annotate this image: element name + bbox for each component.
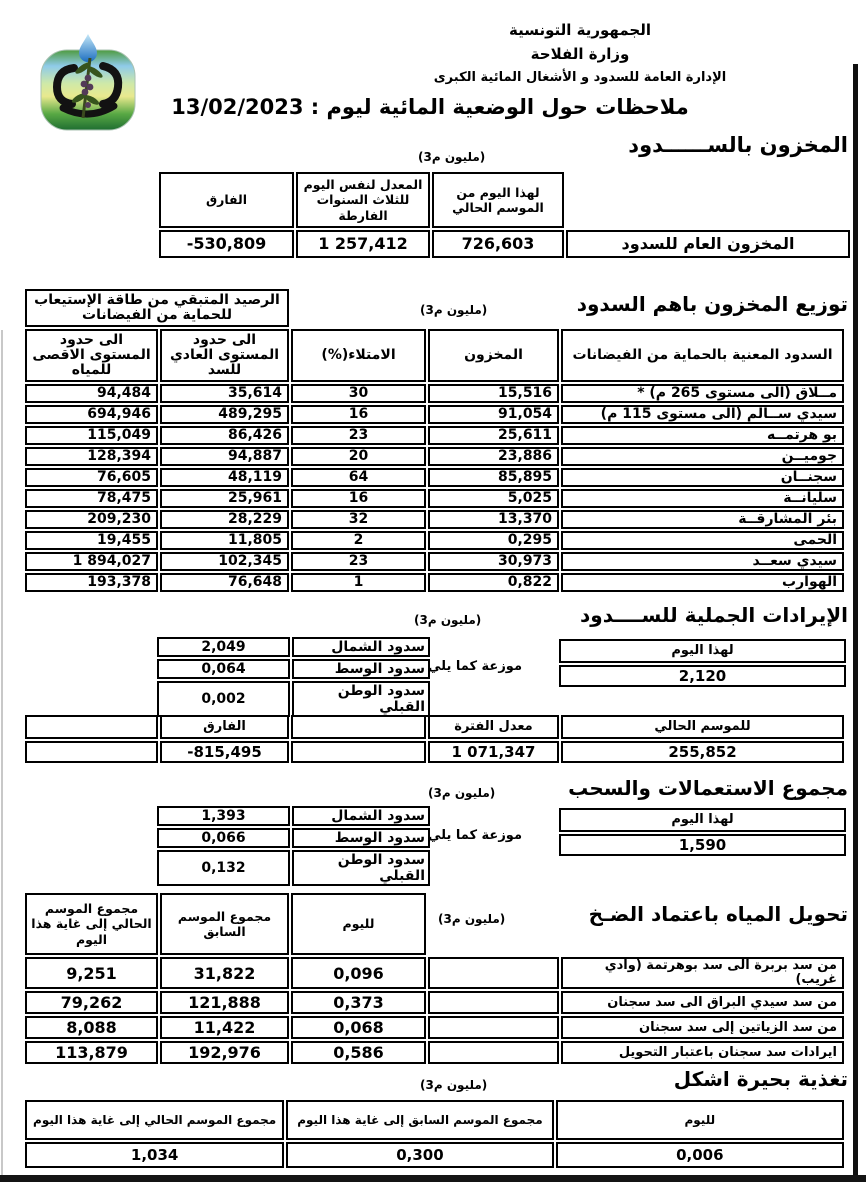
col-header-previous-season: مجموع الموسم السابق: [160, 893, 289, 955]
dam-normal: 102,345: [160, 552, 289, 571]
dam-max: 115,049: [25, 426, 158, 445]
dam-normal: 28,229: [160, 510, 289, 529]
empty-cell: [566, 172, 850, 228]
table-row: [25, 552, 844, 571]
grain: [87, 84, 94, 91]
ichkeul-prev-value: 0,300: [286, 1142, 553, 1168]
empty-cell: [428, 957, 559, 989]
transfer-curr: 79,262: [25, 991, 158, 1014]
dam-stock: 15,516: [428, 384, 559, 403]
col-header-dams: السدود المعنية بالحماية من الفيضانات: [561, 329, 844, 382]
grain: [81, 81, 88, 88]
transfer-day: 0,068: [291, 1016, 426, 1039]
col-header-difference: الفارق: [160, 715, 289, 739]
unit-label: (مليون م3): [420, 1078, 488, 1092]
table-row: [25, 489, 844, 508]
north-dams-value: 2,049: [157, 637, 290, 657]
stock-difference-value: -530,809: [159, 230, 294, 258]
dam-fill: 23: [291, 552, 426, 571]
transfer-day: 0,586: [291, 1041, 426, 1064]
dam-max: 94,484: [25, 384, 158, 403]
table-row: [25, 1016, 844, 1039]
dam-name: الحمى: [561, 531, 844, 550]
table-row: [157, 806, 430, 826]
inflow-today-table: [557, 637, 848, 689]
ichkeul-curr-value: 1,034: [25, 1142, 284, 1168]
table-row: [157, 681, 430, 717]
table-row: [25, 468, 844, 487]
capbon-dams-value: 0,002: [157, 681, 290, 717]
table-row: [25, 1041, 844, 1064]
dam-fill: 20: [291, 447, 426, 466]
table-row: [25, 510, 844, 529]
empty-cell: [428, 1041, 559, 1064]
transfer-day: 0,373: [291, 991, 426, 1014]
table-row: [25, 573, 844, 592]
section-title-distribution: توزيع المخزون باهم السدود: [576, 292, 848, 316]
transfer-name: ايرادات سد سجنان باعتبار التحويل: [561, 1041, 844, 1064]
dam-fill: 1: [291, 573, 426, 592]
dam-fill: 16: [291, 489, 426, 508]
empty-cell: [291, 289, 844, 327]
empty-cell: [291, 741, 426, 763]
table-row: [25, 447, 844, 466]
ichkeul-day-value: 0,006: [556, 1142, 844, 1168]
dam-stock: 25,611: [428, 426, 559, 445]
dam-normal: 25,961: [160, 489, 289, 508]
col-header-current-season: للموسم الحالي: [561, 715, 844, 739]
capbon-dams-value: 0,132: [157, 850, 290, 886]
table-row: [25, 405, 844, 424]
section-title-usage: مجموع الاستعمالات والسحب: [568, 776, 848, 800]
grain: [85, 75, 92, 82]
pump-transfer-table: [23, 891, 846, 1066]
dam-fill: 30: [291, 384, 426, 403]
col-header-max-level: الى حدود المستوى الاقصى للمياه: [25, 329, 158, 382]
dam-name: جوميــن: [561, 447, 844, 466]
dam-stock: 5,025: [428, 489, 559, 508]
stock-average-value: 1 257,412: [296, 230, 430, 258]
dam-max: 78,475: [25, 489, 158, 508]
col-header-today: لهذا اليوم من الموسم الحالي: [432, 172, 564, 228]
scan-edge-line-right: [853, 64, 858, 1182]
capbon-dams-label: سدود الوطن القبلي: [292, 681, 430, 717]
dam-stock: 0,295: [428, 531, 559, 550]
table-row: [157, 850, 430, 886]
today-label: لهذا اليوم: [559, 639, 846, 663]
dam-fill: 23: [291, 426, 426, 445]
transfer-name: من سد الزياتين إلى سد سجنان: [561, 1016, 844, 1039]
dam-max: 193,378: [25, 573, 158, 592]
section-title-inflows: الإيرادات الجملية للســــدود: [580, 603, 848, 627]
usage-today-table: [557, 806, 848, 858]
today-label: لهذا اليوم: [559, 808, 846, 832]
dam-max: 694,946: [25, 405, 158, 424]
today-value: 2,120: [559, 665, 846, 687]
dam-stock: 85,895: [428, 468, 559, 487]
transfer-prev: 31,822: [160, 957, 289, 989]
section-title-stock: المخزون بالســــــدود: [628, 133, 848, 157]
empty-cell: [25, 741, 158, 763]
transfer-curr: 8,088: [25, 1016, 158, 1039]
dam-max: 76,605: [25, 468, 158, 487]
dam-name: بو هرتمــه: [561, 426, 844, 445]
dam-stock: 0,822: [428, 573, 559, 592]
dam-fill: 2: [291, 531, 426, 550]
transfer-prev: 192,976: [160, 1041, 289, 1064]
distributed-as-follows-label: موزعة كما يلي: [428, 659, 522, 674]
col-header-day: لليوم: [556, 1100, 844, 1140]
dam-normal: 48,119: [160, 468, 289, 487]
north-dams-label: سدود الشمال: [292, 806, 430, 826]
col-header-previous-season: مجموع الموسم السابق إلى غاية هذا اليوم: [286, 1100, 553, 1140]
current-season-value: 255,852: [561, 741, 844, 763]
dam-stock: 13,370: [428, 510, 559, 529]
dam-fill: 16: [291, 405, 426, 424]
col-header-current-season: مجموع الموسم الحالي إلى غاية هذا اليوم: [25, 1100, 284, 1140]
center-dams-label: سدود الوسط: [292, 828, 430, 848]
stock-today-value: 726,603: [432, 230, 564, 258]
section-title-ichkeul: تغذية بحيرة اشكل: [673, 1067, 848, 1091]
center-dams-value: 0,066: [157, 828, 290, 848]
empty-cell: [428, 893, 559, 955]
empty-cell: [428, 1016, 559, 1039]
table-row: [25, 957, 844, 989]
unit-label: (مليون م3): [414, 613, 482, 627]
center-dams-label: سدود الوسط: [292, 659, 430, 679]
distribution-table: [23, 287, 846, 594]
col-header-stock: المخزون: [428, 329, 559, 382]
col-header-normal-level: الى حدود المستوى العادي للسد: [160, 329, 289, 382]
transfer-name: من سد بربرة الى سد بوهرتمة (وادي غريب): [561, 957, 844, 989]
col-header-period-average: معدل الفترة: [428, 715, 559, 739]
dam-stock: 30,973: [428, 552, 559, 571]
org-name-line3: الإدارة العامة للسدود و الأشغال المائية الكبرى: [433, 69, 727, 85]
transfer-prev: 11,422: [160, 1016, 289, 1039]
transfer-name: من سد سيدي البراق الى سد سجنان: [561, 991, 844, 1014]
north-dams-value: 1,393: [157, 806, 290, 826]
table-row: [25, 1142, 844, 1168]
org-name-line1: الجمهورية التونسية: [509, 21, 651, 39]
table-row: [157, 828, 430, 848]
dam-name: سيدي ســالم (الى مستوى 115 م): [561, 405, 844, 424]
dam-stock: 23,886: [428, 447, 559, 466]
dam-normal: 489,295: [160, 405, 289, 424]
scan-edge-line-bottom: [0, 1175, 866, 1182]
north-dams-label: سدود الشمال: [292, 637, 430, 657]
dam-max: 209,230: [25, 510, 158, 529]
stock-table: [157, 170, 852, 260]
table-row: [157, 637, 430, 657]
period-average-value: 1 071,347: [428, 741, 559, 763]
unit-label: (مليون م3): [438, 912, 506, 926]
dam-normal: 11,805: [160, 531, 289, 550]
capbon-dams-label: سدود الوطن القبلي: [292, 850, 430, 886]
org-name-line2: وزارة الفلاحة: [530, 45, 630, 64]
empty-cell: [291, 715, 426, 739]
transfer-day: 0,096: [291, 957, 426, 989]
dam-stock: 91,054: [428, 405, 559, 424]
col-header-difference: الفارق: [159, 172, 294, 228]
section-title-transfer: تحويل المياه باعتماد الضـخ: [588, 902, 848, 926]
dam-name: سجنــان: [561, 468, 844, 487]
col-header-average: المعدل لنفس اليوم للثلاث السنوات الفارطة: [296, 172, 430, 228]
table-row: [25, 384, 844, 403]
col-header-fill: الامتلاء(%): [291, 329, 426, 382]
dam-name: سيدي سعــد: [561, 552, 844, 571]
empty-cell: [428, 991, 559, 1014]
water-drop-icon: [79, 34, 97, 62]
table-row: [25, 991, 844, 1014]
transfer-curr: 9,251: [25, 957, 158, 989]
table-row: [157, 659, 430, 679]
dam-name: الهوارب: [561, 573, 844, 592]
transfer-curr: 113,879: [25, 1041, 158, 1064]
table-row: [25, 531, 844, 550]
dam-normal: 35,614: [160, 384, 289, 403]
stock-row-label: المخزون العام للسدود: [566, 230, 850, 258]
dam-normal: 86,426: [160, 426, 289, 445]
usage-breakdown-table: [155, 804, 432, 888]
distributed-as-follows-label: موزعة كما يلي: [428, 828, 522, 843]
transfer-prev: 121,888: [160, 991, 289, 1014]
capacity-merged-header: الرصيد المتبقي من طاقة الإستيعاب للحماية من الفيضانات: [25, 289, 289, 327]
difference-value: -815,495: [160, 741, 289, 763]
dam-max: 19,455: [25, 531, 158, 550]
ichkeul-table: [23, 1098, 846, 1170]
table-row: [25, 426, 844, 445]
today-value: 1,590: [559, 834, 846, 856]
letterhead: [300, 22, 860, 85]
dam-normal: 94,887: [160, 447, 289, 466]
dam-name: بئر المشارقــة: [561, 510, 844, 529]
document-title: ملاحظات حول الوضعية المائية ليوم : 13/02/2023: [171, 95, 689, 119]
dam-max: 1 894,027: [25, 552, 158, 571]
inflow-breakdown-table: [155, 635, 432, 719]
dam-max: 128,394: [25, 447, 158, 466]
unit-label: (مليون م3): [420, 303, 488, 317]
season-comparison-table: [23, 713, 846, 765]
empty-cell: [25, 715, 158, 739]
dam-name: مــلاق (الى مستوى 265 م) *: [561, 384, 844, 403]
dam-fill: 64: [291, 468, 426, 487]
unit-label: (مليون م3): [418, 150, 486, 164]
unit-label: (مليون م3): [428, 786, 496, 800]
dam-fill: 32: [291, 510, 426, 529]
empty-cell: [561, 893, 844, 955]
center-dams-value: 0,064: [157, 659, 290, 679]
scan-edge-line-left: [1, 330, 3, 1175]
dam-normal: 76,648: [160, 573, 289, 592]
dam-name: سليانــة: [561, 489, 844, 508]
col-header-current-season: مجموع الموسم الحالي إلى غاية هذا اليوم: [25, 893, 158, 955]
col-header-day: لليوم: [291, 893, 426, 955]
